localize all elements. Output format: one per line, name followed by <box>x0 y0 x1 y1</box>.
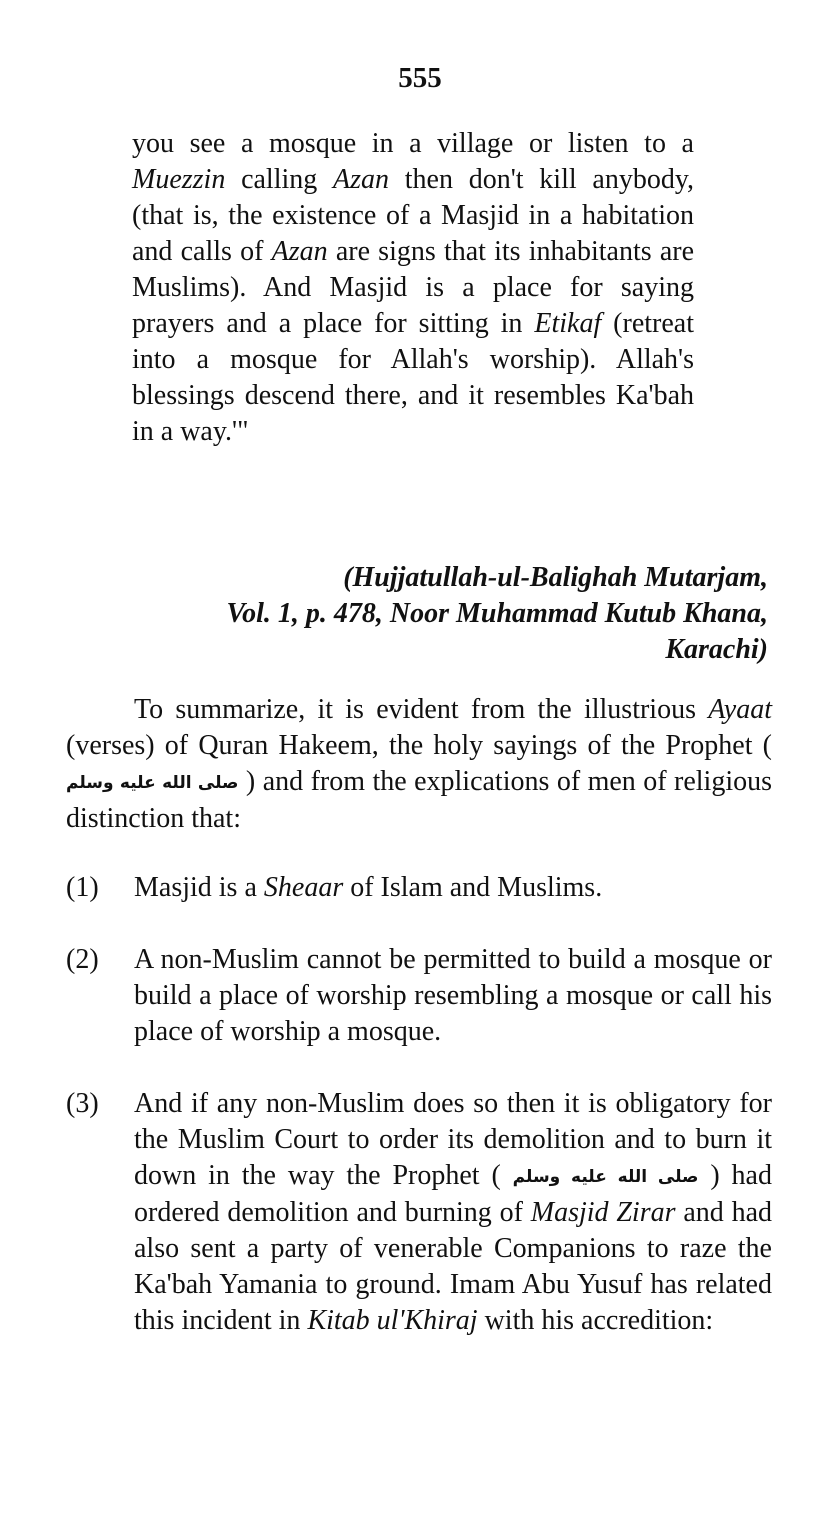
text-run: are signs that its inhabitants are Muslims). And Masjid is a place for saying prayers and a place for sitting in <box>132 236 694 339</box>
text-run: with his accredition: <box>477 1305 714 1336</box>
text-run: ) and from the explications of men of religious distinction that: <box>66 766 773 834</box>
citation-line: Karachi) <box>665 634 768 665</box>
term-azan: Azan <box>333 164 390 195</box>
quoted-paragraph <box>132 126 694 450</box>
text-run: To summarize, it is evident from the illustrious <box>134 694 709 725</box>
list-item <box>66 870 772 906</box>
arabic-salutation: صلى الله عليه وسلم <box>512 1167 699 1187</box>
text-run: ) had ordered demolition and burning of <box>134 1160 772 1228</box>
list-number: (2) <box>66 944 99 975</box>
numbered-list <box>66 870 772 1339</box>
list-number: (1) <box>66 872 99 903</box>
list-number: (3) <box>66 1088 99 1119</box>
text-run: of Islam and Muslims. <box>343 872 603 903</box>
list-item <box>66 942 772 1050</box>
quoted-passage <box>132 126 694 450</box>
term-kitab-ul-khiraj: Kitab ul'Khiraj <box>307 1305 478 1336</box>
list-item <box>66 1086 772 1339</box>
summary-text <box>66 692 772 837</box>
text-run: (verses) of Quran Hakeem, the holy sayings of the Prophet ( <box>66 730 772 761</box>
text-run: (retreat into a mosque for Allah's worship). Allah's blessings descend there, and it resembles Ka'bah in a way.'" <box>132 308 694 447</box>
term-ayaat: Ayaat <box>708 694 772 725</box>
text-run: A non-Muslim cannot be permitted to build a mosque or build a place of worship resembling a mosque or call his place of worship a mosque. <box>134 944 772 1047</box>
text-run: and had also sent a party of venerable Companions to raze the Ka'bah Yamania to ground. Imam Abu Yusuf has related this incident in <box>134 1197 772 1336</box>
citation-line: (Hujjatullah-ul-Balighah Mutarjam, <box>343 562 768 593</box>
term-azan: Azan <box>271 236 328 267</box>
citation-line: Vol. 1, p. 478, Noor Muhammad Kutub Khana, <box>226 598 768 629</box>
text-run: you see a mosque in a village or listen to a <box>132 128 694 159</box>
text-run: calling <box>225 164 334 195</box>
citation <box>118 560 768 668</box>
text-run: then don't kill anybody, (that is, the existence of a Masjid in a habitation and calls of <box>132 164 694 267</box>
text-run: And if any non-Muslim does so then it is obligatory for the Muslim Court to order its demolition and to burn it down in the way the Prophet ( <box>134 1088 772 1191</box>
term-muezzin: Muezzin <box>132 164 226 195</box>
term-masjid-zirar: Masjid Zirar <box>530 1197 676 1228</box>
text-run: Masjid is a <box>134 872 264 903</box>
term-etikaf: Etikaf <box>534 308 602 339</box>
term-sheaar: Sheaar <box>263 872 344 903</box>
page-number: 555 <box>398 62 442 94</box>
arabic-salutation: صلى الله عليه وسلم <box>66 773 239 793</box>
summary-paragraph <box>66 692 772 837</box>
